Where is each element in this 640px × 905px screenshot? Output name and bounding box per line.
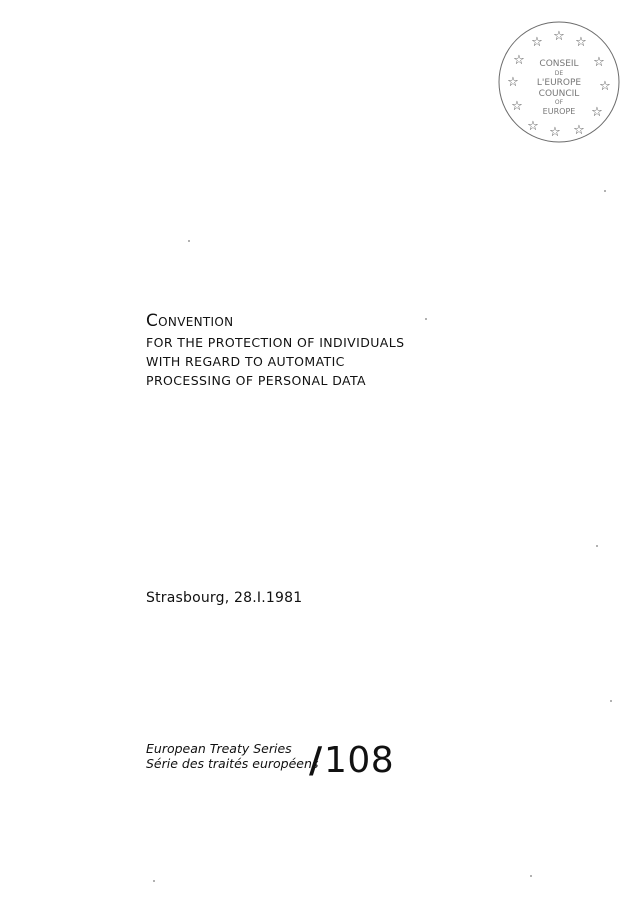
- seal-text-line: EUROPE: [542, 107, 576, 116]
- series-number: 108: [324, 740, 395, 781]
- seal-star-icon: ☆: [593, 55, 605, 70]
- place-and-date: Strasbourg, 28.I.1981: [146, 590, 303, 606]
- scan-speck: [610, 700, 612, 702]
- treaty-series: [146, 741, 466, 801]
- title-line: PROCESSING OF PERSONAL DATA: [146, 373, 366, 388]
- title-heading: Convention: [146, 311, 234, 331]
- seal-text-line: OF: [554, 99, 564, 106]
- scan-speck: [425, 318, 427, 320]
- document-title: [146, 309, 566, 390]
- title-line: FOR THE PROTECTION OF INDIVIDUALS: [146, 335, 405, 350]
- seal-star-icon: ☆: [573, 123, 585, 138]
- seal-text-line: CONSEIL: [539, 59, 579, 69]
- seal-text-line: COUNCIL: [538, 89, 580, 99]
- scan-speck: [596, 545, 598, 547]
- scan-speck: [604, 190, 606, 192]
- series-name-en: European Treaty Series: [146, 741, 292, 756]
- seal-text-line: DE: [554, 70, 564, 77]
- seal-star-icon: ☆: [511, 99, 523, 114]
- council-of-europe-seal: [497, 10, 637, 155]
- seal-star-icon: ☆: [531, 35, 543, 50]
- seal-star-icon: ☆: [599, 79, 611, 94]
- scan-speck: [153, 880, 155, 882]
- seal-star-icon: ☆: [513, 53, 525, 68]
- scan-speck: [188, 240, 190, 242]
- seal-star-icon: ☆: [553, 29, 565, 44]
- seal-icon: [497, 10, 637, 155]
- seal-star-icon: ☆: [527, 119, 539, 134]
- series-name-fr: Série des traités européens: [146, 756, 319, 771]
- seal-star-icon: ☆: [549, 125, 561, 140]
- scan-speck: [530, 875, 532, 877]
- series-slash: /: [309, 740, 323, 781]
- seal-star-icon: ☆: [575, 35, 587, 50]
- seal-text-line: L'EUROPE: [536, 78, 582, 88]
- seal-star-icon: ☆: [591, 105, 603, 120]
- seal-star-icon: ☆: [507, 75, 519, 90]
- title-line: WITH REGARD TO AUTOMATIC: [146, 354, 345, 369]
